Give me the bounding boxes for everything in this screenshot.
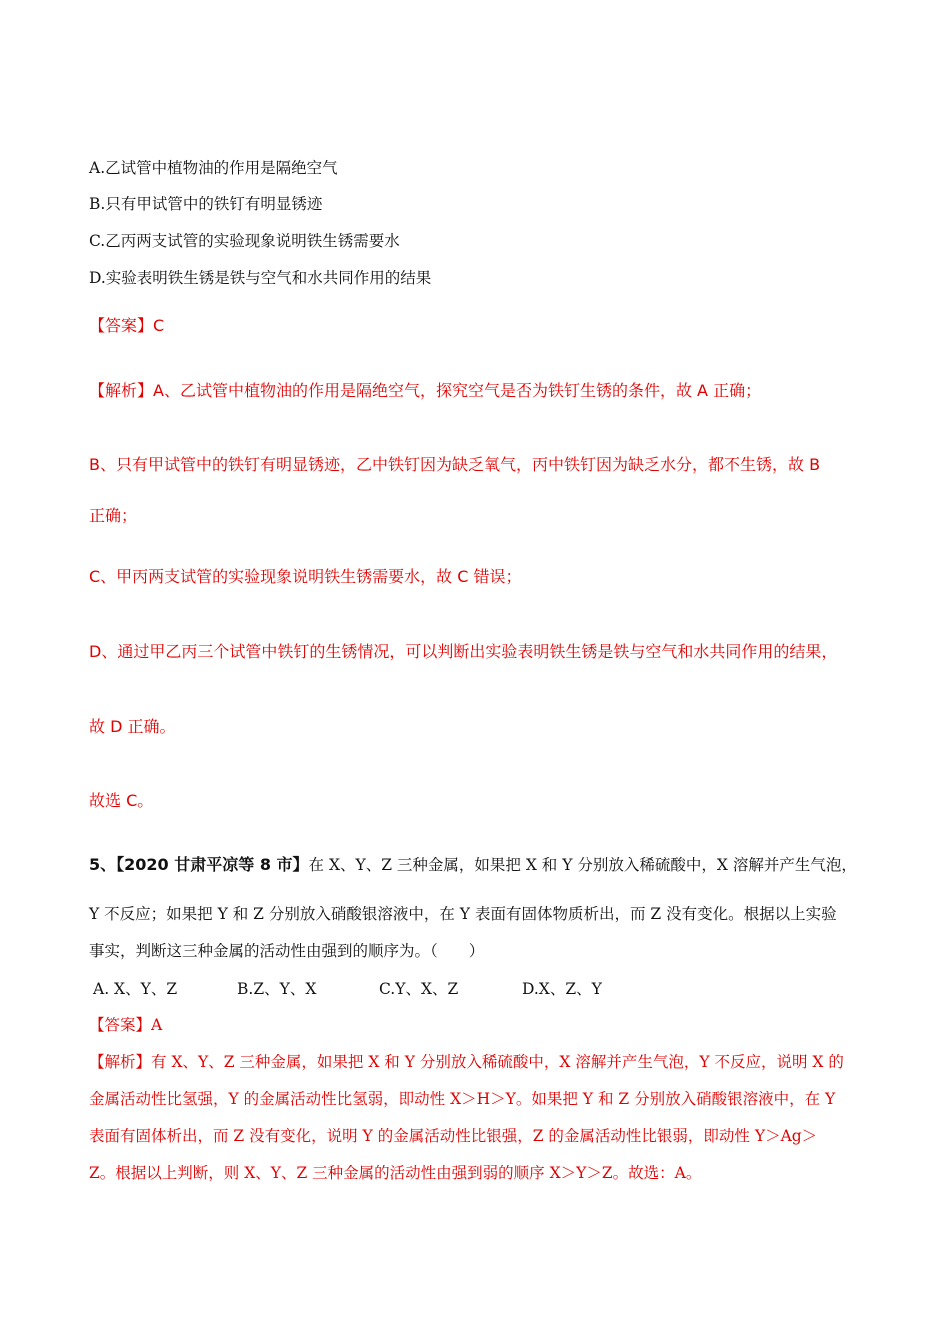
analysis-text: 有 X、Y、Z 三种金属，如果把 X 和 Y 分别放入稀硫酸中，X 溶解并产生气泡，Y 不反应，说明 X 的	[151, 1053, 844, 1071]
q4-analysis-line-7: 故选 C。	[89, 791, 154, 810]
q5-analysis-line-4: Z。根据以上判断，则 X、Y、Z 三种金属的活动性由强到弱的顺序 X＞Y＞Z。故选：A。	[89, 1164, 702, 1182]
q4-answer	[89, 315, 164, 337]
q4-analysis-line-3: 正确；	[89, 506, 138, 525]
answer-value: A	[151, 1016, 163, 1034]
q5-stem-line-3: 事实，判断这三种金属的活动性由强到的顺序为。（ ）	[89, 942, 485, 960]
q5-answer	[89, 1014, 162, 1036]
q4-analysis-line-5: D、通过甲乙丙三个试管中铁钉的生锈情况，可以判断出实验表明铁生锈是铁与空气和水共同作用的结果，	[89, 642, 838, 661]
question-source: 【2020 甘肃平凉等 8 市】	[116, 855, 309, 874]
answer-value: C	[153, 316, 165, 335]
q4-analysis-line-4: C、甲丙两支试管的实验现象说明铁生锈需要水，故 C 错误；	[89, 567, 522, 586]
q4-option-d: D.实验表明铁生锈是铁与空气和水共同作用的结果	[89, 269, 432, 287]
q5-option-a: A. X、Y、Z	[93, 980, 178, 998]
stem-text: 在 X、Y、Z 三种金属，如果把 X 和 Y 分别放入稀硫酸中，X 溶解并产生气泡，	[308, 856, 857, 874]
q4-option-b: B.只有甲试管中的铁钉有明显锈迹	[89, 195, 323, 213]
q4-option-a: A.乙试管中植物油的作用是隔绝空气	[89, 159, 338, 177]
analysis-label: 【解析】	[89, 1053, 152, 1071]
analysis-label: 【解析】	[89, 381, 154, 400]
q5-analysis-line-1	[89, 1051, 844, 1073]
answer-label: 【答案】	[89, 316, 154, 335]
q5-analysis-line-2: 金属活动性比氢强，Y 的金属活动性比氢弱，即动性 X＞H＞Y。如果把 Y 和 Z 分别放入硝酸银溶液中，在 Y	[89, 1090, 836, 1108]
q5-stem-line-1	[89, 854, 857, 876]
q5-option-b: B.Z、Y、X	[237, 980, 317, 998]
q5-option-d: D.X、Z、Y	[522, 980, 602, 998]
q4-analysis-line-1	[89, 380, 761, 402]
q5-stem-line-2: Y 不反应；如果把 Y 和 Z 分别放入硝酸银溶液中，在 Y 表面有固体物质析出，而 Z 没有变化。根据以上实验	[89, 905, 837, 923]
q4-analysis-line-2: B、只有甲试管中的铁钉有明显锈迹，乙中铁钉因为缺乏氧气，丙中铁钉因为缺乏水分，都不生锈，故 B	[89, 455, 821, 474]
q4-option-c: C.乙丙两支试管的实验现象说明铁生锈需要水	[89, 232, 400, 250]
q4-analysis-line-6: 故 D 正确。	[89, 717, 176, 736]
q5-option-c: C.Y、X、Z	[379, 980, 459, 998]
q5-analysis-line-3: 表面有固体析出，而 Z 没有变化，说明 Y 的金属活动性比银强，Z 的金属活动性比银弱，即动性 Y＞Ag＞	[89, 1127, 818, 1145]
answer-label: 【答案】	[89, 1016, 152, 1034]
analysis-text: A、乙试管中植物油的作用是隔绝空气，探究空气是否为铁钉生锈的条件，故 A 正确；	[153, 381, 762, 400]
question-number: 5、	[89, 855, 117, 874]
